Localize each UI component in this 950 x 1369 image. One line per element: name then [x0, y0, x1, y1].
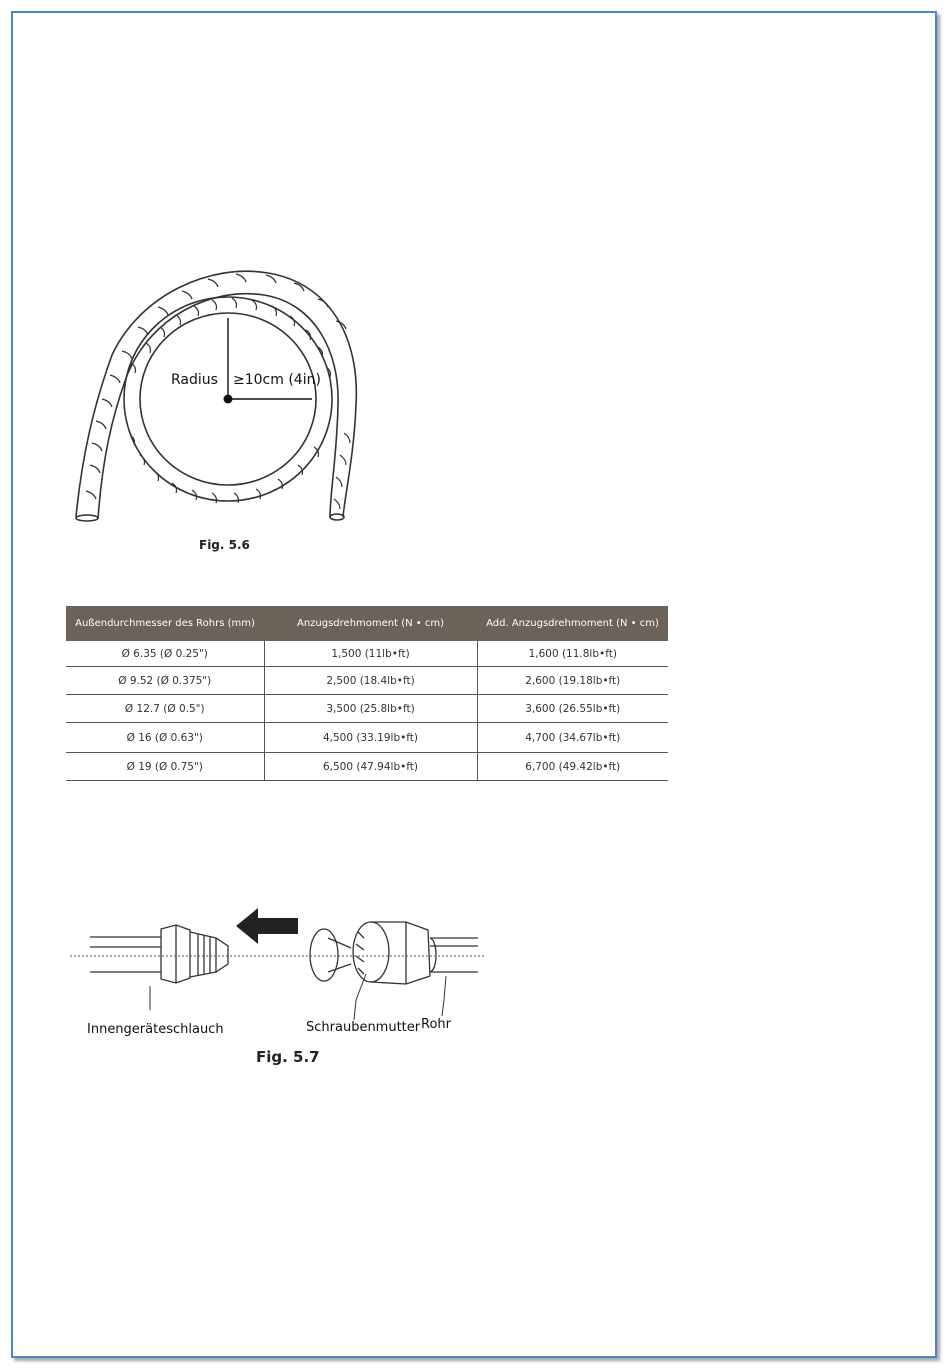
flare-nut-label: Schraubenmutter — [306, 1020, 421, 1035]
column-header: Add. Anzugsdrehmoment (N • cm) — [477, 606, 668, 641]
radius-label: Radius — [171, 372, 218, 388]
pipe-label: Rohr — [421, 1017, 451, 1032]
table-row — [66, 753, 668, 781]
table-cell: Ø 16 (Ø 0.63") — [66, 723, 264, 753]
torque-table — [66, 606, 668, 781]
fig-5-7-caption: Fig. 5.7 — [256, 1048, 320, 1066]
table-cell: 4,700 (34.67lb•ft) — [477, 723, 668, 753]
table-row — [66, 723, 668, 753]
table-row — [66, 641, 668, 667]
indoor-hose-label: Innengeräteschlauch — [87, 1022, 224, 1037]
table-cell: 3,500 (25.8lb•ft) — [264, 695, 477, 723]
table-cell: 1,600 (11.8lb•ft) — [477, 641, 668, 667]
table-cell: Ø 19 (Ø 0.75") — [66, 753, 264, 781]
table-cell: Ø 9.52 (Ø 0.375") — [66, 667, 264, 695]
table-header-row — [66, 606, 668, 641]
table-cell: 6,700 (49.42lb•ft) — [477, 753, 668, 781]
table-row — [66, 695, 668, 723]
column-header: Außendurchmesser des Rohrs (mm) — [66, 606, 264, 641]
column-header: Anzugsdrehmoment (N • cm) — [264, 606, 477, 641]
table-cell: 6,500 (47.94lb•ft) — [264, 753, 477, 781]
table-cell: 2,500 (18.4lb•ft) — [264, 667, 477, 695]
table-cell: 1,500 (11lb•ft) — [264, 641, 477, 667]
table-cell: 3,600 (26.55lb•ft) — [477, 695, 668, 723]
table-cell: Ø 6.35 (Ø 0.25") — [66, 641, 264, 667]
table-cell: Ø 12.7 (Ø 0.5") — [66, 695, 264, 723]
coiled-pipe-illustration — [60, 255, 390, 535]
table-row — [66, 667, 668, 695]
radius-dimension-label: ≥10cm (4in) — [233, 372, 321, 388]
table-cell: 4,500 (33.19lb•ft) — [264, 723, 477, 753]
table-cell: 2,600 (19.18lb•ft) — [477, 667, 668, 695]
fig-5-6-caption: Fig. 5.6 — [199, 538, 250, 552]
direction-arrow-icon — [236, 908, 298, 944]
